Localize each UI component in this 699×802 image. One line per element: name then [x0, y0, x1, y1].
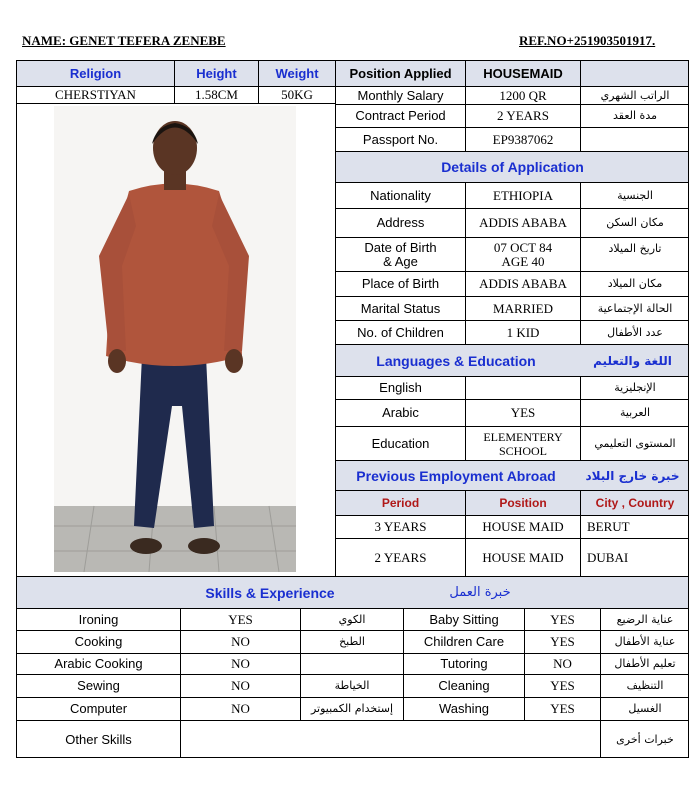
skill-arabic: الغسيل	[628, 702, 662, 715]
skills-section-title-arabic: خبرة العمل	[449, 584, 511, 600]
address-arabic: مكان السكن	[606, 216, 664, 229]
city-country-header: City , Country	[595, 496, 675, 510]
marital-status-label: Marital Status	[360, 300, 441, 316]
skill-value: YES	[550, 611, 575, 627]
place-of-birth-value: ADDIS ABABA	[479, 276, 567, 291]
religion-value: CHERSTIYAN	[55, 87, 136, 102]
details-section-title: Details of Application	[441, 159, 584, 175]
passport-label: Passport No.	[362, 131, 439, 147]
education-value-line2: SCHOOL	[498, 443, 547, 458]
position-applied-header: Position Applied	[349, 65, 452, 81]
skill-value: YES	[550, 678, 575, 693]
skills-section-title: Skills & Experience	[205, 584, 335, 601]
other-skills-arabic: خبرات أخرى	[616, 732, 674, 746]
employment-section-title: Previous Employment Abroad	[356, 467, 556, 484]
monthly-salary-value: 1200 QR	[499, 87, 547, 103]
height-value: 1.58CM	[195, 87, 238, 102]
arabic-label: Arabic	[382, 405, 419, 420]
employment-period: 2 YEARS	[374, 549, 427, 565]
employment-period: 3 YEARS	[374, 519, 427, 534]
skill-value: YES	[228, 611, 253, 627]
children-arabic: عدد الأطفال	[607, 325, 663, 339]
weight-value: 50KG	[281, 87, 313, 102]
dob-value-date: 07 OCT 84	[493, 239, 553, 255]
skill-arabic: الكوي	[338, 612, 366, 626]
marital-status-arabic: الحالة الإجتماعية	[597, 301, 673, 315]
address-label: Address	[376, 215, 425, 230]
position-applied-value: HOUSEMAID	[483, 65, 563, 81]
position-header: Position	[499, 496, 547, 510]
employment-position: HOUSE MAID	[482, 549, 564, 565]
dob-label-line1: Date of Birth	[364, 239, 437, 255]
place-of-birth-arabic: مكان الميلاد	[607, 277, 663, 290]
dob-value	[466, 238, 580, 271]
education-value-line1: ELEMENTERY	[483, 429, 563, 444]
skill-label: Arabic Cooking	[54, 656, 143, 671]
dob-value-age: AGE 40	[501, 253, 545, 269]
candidate-name: NAME: GENET TEFERA ZENEBE	[22, 33, 226, 48]
skill-arabic: عناية الرضيع	[616, 612, 674, 626]
nationality-arabic: الجنسية	[617, 188, 653, 202]
skill-value: YES	[550, 701, 575, 716]
languages-section-title-arabic: اللغة والتعليم	[593, 353, 672, 368]
skill-label: Computer	[69, 701, 128, 716]
education-arabic: المستوى التعليمي	[594, 436, 676, 450]
arabic-arabic: العربية	[619, 406, 651, 419]
contract-period-value: 2 YEARS	[497, 108, 549, 123]
other-skills-value	[181, 721, 600, 758]
other-skills-label: Other Skills	[65, 731, 132, 747]
english-arabic: الإنجليزية	[614, 381, 656, 394]
contract-period-label: Contract Period	[355, 108, 446, 123]
skill-value: NO	[231, 701, 250, 716]
monthly-salary-arabic: الراتب الشهري	[600, 88, 670, 102]
skill-value: NO	[231, 656, 250, 671]
place-of-birth-label: Place of Birth	[361, 276, 440, 291]
education-label: Education	[371, 435, 430, 451]
period-header: Period	[381, 496, 420, 510]
skill-value: NO	[231, 634, 250, 649]
children-value: 1 KID	[506, 324, 540, 340]
skill-label: Washing	[438, 701, 490, 716]
dob-label	[336, 238, 465, 271]
skill-value: NO	[231, 678, 250, 693]
marital-status-value: MARRIED	[493, 300, 553, 316]
skill-value: NO	[553, 656, 572, 671]
education-value	[466, 427, 580, 460]
employment-position: HOUSE MAID	[482, 519, 564, 534]
skill-arabic	[301, 654, 403, 674]
religion-header: Religion	[69, 65, 122, 81]
employment-country: DUBAI	[587, 549, 629, 565]
languages-section-title: Languages & Education	[376, 352, 536, 369]
dob-label-line2: & Age	[383, 253, 418, 269]
skill-label: Cooking	[74, 634, 123, 649]
employment-section-title-arabic: خبرة خارج البلاد	[585, 468, 680, 483]
skill-arabic: الخياطة	[334, 679, 370, 692]
english-value	[466, 377, 580, 399]
monthly-salary-label: Monthly Salary	[357, 87, 444, 103]
height-header: Height	[196, 65, 237, 81]
skill-arabic: تعليم الأطفال	[614, 657, 676, 670]
skill-label: Ironing	[78, 611, 119, 627]
address-value: ADDIS ABABA	[479, 215, 567, 230]
skill-arabic: الطبخ	[339, 635, 365, 648]
contract-period-arabic: مدة العقد	[613, 109, 657, 122]
english-label: English	[379, 380, 422, 395]
reference-number: REF.NO+251903501917.	[519, 33, 656, 48]
skill-arabic: عناية الأطفال	[614, 635, 676, 648]
nationality-value: ETHIOPIA	[493, 187, 553, 203]
employment-country: BERUT	[587, 519, 630, 534]
skill-arabic: التنظيف	[626, 679, 664, 692]
weight-header: Weight	[275, 65, 319, 81]
skill-label: Cleaning	[438, 678, 490, 693]
nationality-label: Nationality	[370, 187, 431, 203]
skill-value: YES	[550, 634, 575, 649]
skill-arabic: إستخدام الكمبيوتر	[310, 702, 394, 715]
passport-value: EP9387062	[492, 131, 554, 147]
skill-label: Baby Sitting	[429, 611, 499, 627]
skill-label: Sewing	[77, 678, 120, 693]
skill-label: Tutoring	[440, 656, 488, 671]
children-label: No. of Children	[357, 324, 444, 340]
skill-label: Children Care	[423, 634, 505, 649]
arabic-value: YES	[510, 405, 536, 420]
dob-arabic: تاريخ الميلاد	[608, 242, 662, 255]
